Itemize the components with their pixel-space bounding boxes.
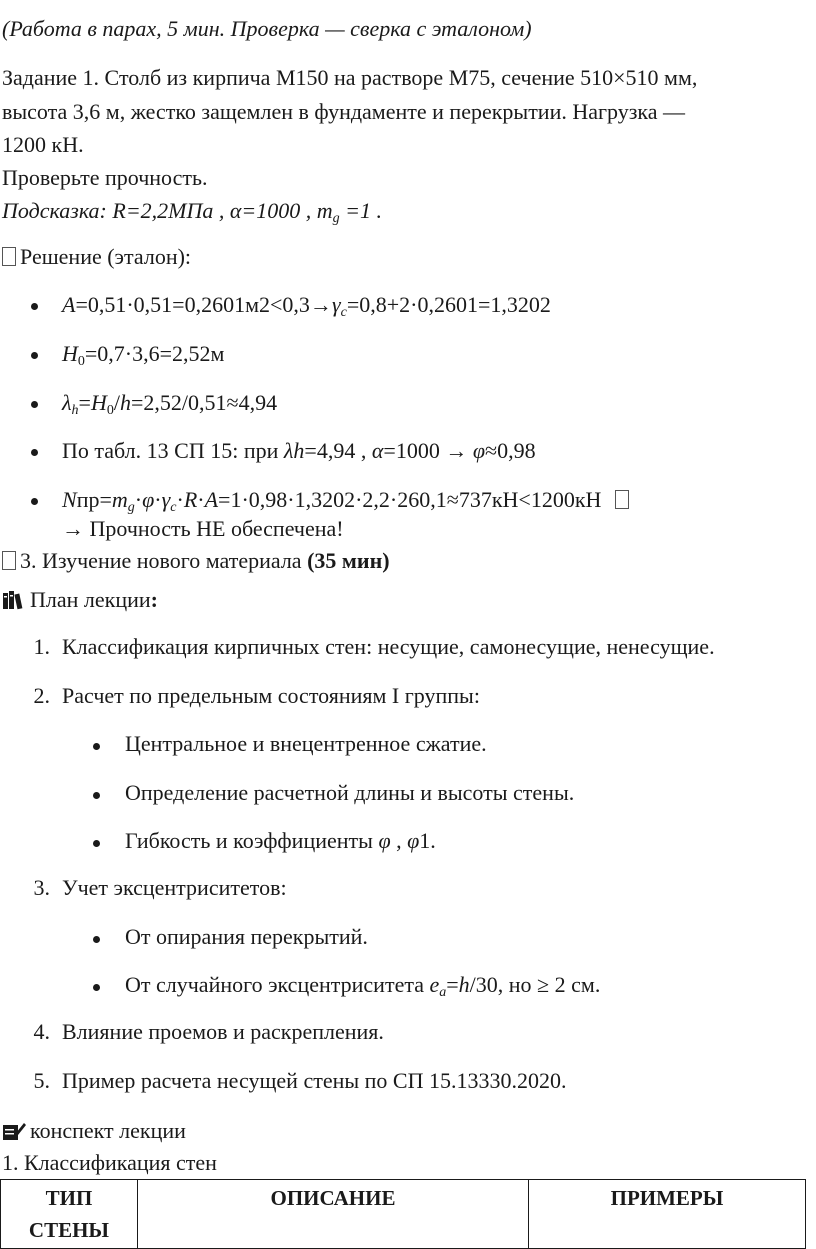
plan-subitem: Определение расчетной длины и высоты стены. — [125, 780, 575, 805]
plan-item-number: 2. — [33, 683, 50, 708]
plan-item-number: 3. — [33, 875, 50, 900]
wall-classification-table — [0, 1179, 806, 1249]
books-icon — [2, 590, 26, 610]
table-header-description: ОПИСАНИЕ — [138, 1180, 529, 1249]
solution-result: → Прочность НЕ обеспечена! — [62, 516, 344, 541]
bullet-icon — [31, 303, 38, 310]
bullet-icon — [31, 498, 38, 505]
plan-item: Влияние проемов и раскрепления. — [62, 1019, 384, 1044]
plan-subitem: Центральное и внецентренное сжатие. — [125, 731, 487, 756]
solution-step-3: $\lambda_h=H_0/h=2,52/0,51\approx 4,94$ — [62, 390, 278, 418]
mode-note: (Работа в парах, 5 мин. Проверка — сверка с эталоном) — [2, 16, 532, 41]
plan-item: Классификация кирпичных стен: несущие, самонесущие, ненесущие. — [62, 634, 715, 659]
plan-subitem: Гибкость и коэффициенты φ , φ1. — [125, 828, 436, 853]
checkbox-glyph-icon — [2, 247, 16, 266]
table-header-examples: ПРИМЕРЫ — [529, 1180, 806, 1249]
task-hint: Подсказка: R=2,2МПа , α=1000 , $m_g =1$ . — [2, 198, 383, 226]
plan-item: Пример расчета несущей стены по СП 15.13330.2020. — [62, 1068, 567, 1093]
task-line-1: Задание 1. Столб из кирпича М150 на растворе М75, сечение 510×510 мм, — [2, 65, 698, 90]
notes-subsection: 1. Классификация стен — [2, 1150, 217, 1175]
table-header-row — [1, 1180, 806, 1249]
plan-item-number: 5. — [33, 1068, 50, 1093]
checkbox-glyph-icon — [2, 551, 16, 570]
memo-icon — [2, 1121, 26, 1141]
bullet-icon — [93, 840, 100, 847]
solution-heading: Решение (эталон): — [2, 242, 191, 272]
bullet-icon — [93, 743, 100, 750]
solution-step-1: $A=0,51\cdot 0,51=0,2601м2<0,3\to\gamma_c=0,8+2\cdot 0,2601=1,3202$ — [62, 292, 551, 320]
section-3-title: 3. Изучение нового материала (35 мин) — [2, 546, 390, 576]
task-line-3: 1200 кН. — [2, 132, 84, 157]
plan-item: Учет эксцентриситетов: — [62, 875, 287, 900]
plan-item-number: 4. — [33, 1019, 50, 1044]
checkbox-glyph-icon — [615, 490, 629, 509]
plan-title: План лекции: — [2, 585, 158, 615]
task-line-2: высота 3,6 м, жестко защемлен в фундаменте и перекрытии. Нагрузка — — [2, 99, 686, 124]
table-header-type: ТИП СТЕНЫ — [1, 1180, 138, 1249]
plan-subitem: От опирания перекрытий. — [125, 924, 368, 949]
plan-item-number: 1. — [33, 634, 50, 659]
bullet-icon — [93, 984, 100, 991]
bullet-icon — [31, 449, 38, 456]
bullet-icon — [31, 352, 38, 359]
solution-step-4: По табл. 13 СП 15: при λh=4,94 , α=1000 → φ≈0,98 — [62, 438, 536, 463]
task-question: Проверьте прочность. — [2, 165, 208, 190]
plan-subitem: От случайного эксцентриситета $e_a=h/30$, но ≥ 2 см. — [125, 972, 601, 1000]
bullet-icon — [31, 401, 38, 408]
plan-item: Расчет по предельным состояниям I группы: — [62, 683, 480, 708]
notes-title: конспект лекции — [2, 1116, 186, 1146]
bullet-icon — [93, 792, 100, 799]
bullet-icon — [93, 936, 100, 943]
solution-step-5: $Nпр=m_g\cdot\varphi\cdot\gamma_c\cdot R\cdot A=1\cdot 0,98\cdot 1,3202\cdot 2,2\cdot 260,1\approx 737кН<1200кН$ — [62, 485, 633, 523]
solution-step-2: $H_0=0,7\cdot 3,6=2,52м$ — [62, 341, 225, 369]
